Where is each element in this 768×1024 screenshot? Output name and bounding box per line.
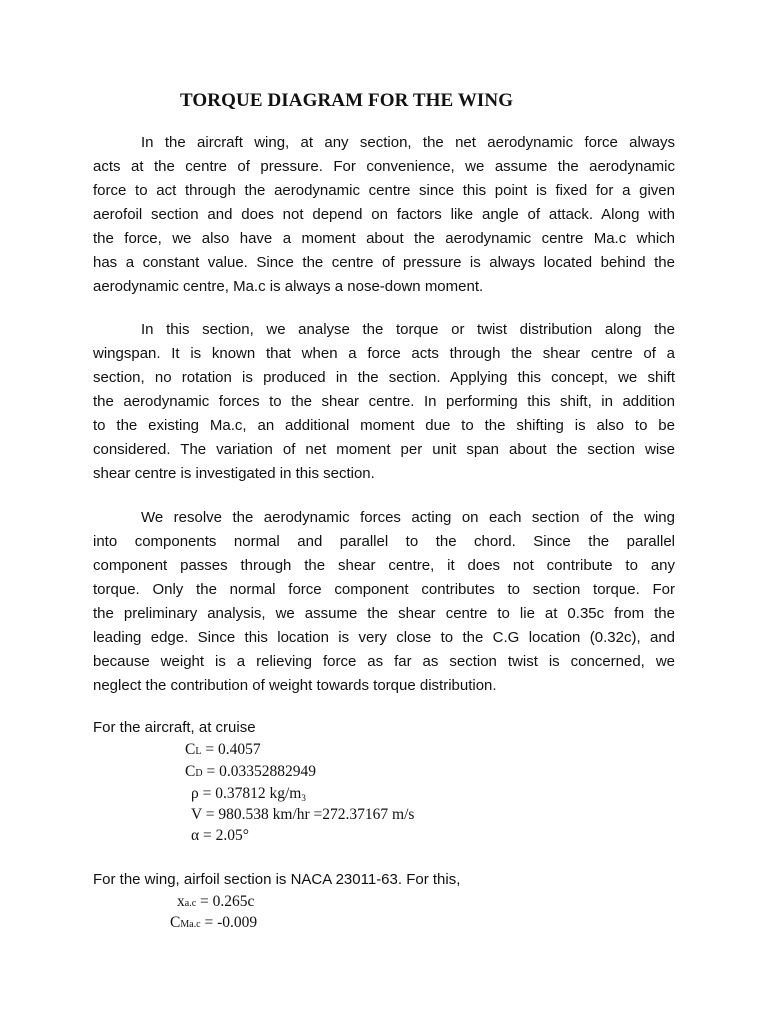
paragraph-1-line-2: acts at the centre of pressure. For convenience, we assume the aerodynamic <box>93 158 675 175</box>
moment-coefficient-subscript: Ma.c <box>180 919 201 930</box>
paragraph-3-line-6: leading edge. Since this location is very close to the C.G location (0.32c), and <box>93 629 675 646</box>
lift-coefficient <box>185 741 261 759</box>
paragraph-2-line-1: In this section, we analyse the torque or twist distribution along the <box>141 321 675 338</box>
moment-coefficient <box>170 914 257 932</box>
aerodynamic-centre-location <box>177 893 254 911</box>
paragraph-2-line-6: considered. The variation of net moment per unit span about the section wise <box>93 441 675 458</box>
lift-coefficient-subscript: L <box>195 746 202 757</box>
airfoil-heading: For the wing, airfoil section is NACA 23011-63. For this, <box>93 871 461 888</box>
moment-coefficient-value: = -0.009 <box>200 914 258 931</box>
paragraph-1-line-7: aerodynamic centre, Ma.c is always a nose-down moment. <box>93 278 484 295</box>
air-density-exponent: 3 <box>301 793 306 803</box>
drag-coefficient-subscript: D <box>195 768 203 779</box>
angle-of-attack: α = 2.05° <box>191 827 249 844</box>
paragraph-1-line-6: has a constant value. Since the centre of pressure is always located behind the <box>93 254 675 271</box>
paragraph-2-line-7: shear centre is investigated in this section. <box>93 465 375 482</box>
paragraph-1-line-4: aerofoil section and does not depend on factors like angle of attack. Along with <box>93 206 675 223</box>
paragraph-2-line-4: the aerodynamic forces to the shear centre. In performing this shift, in addition <box>93 393 675 410</box>
cruise-heading: For the aircraft, at cruise <box>93 719 256 736</box>
paragraph-1-line-3: force to act through the aerodynamic centre since this point is fixed for a given <box>93 182 675 199</box>
aerodynamic-centre-value: = 0.265c <box>196 893 255 910</box>
paragraph-2-line-3: section, no rotation is produced in the section. Applying this concept, we shift <box>93 369 675 386</box>
aerodynamic-centre-symbol: x <box>177 893 185 910</box>
drag-coefficient-value: = 0.03352882949 <box>202 763 316 780</box>
air-density <box>191 785 306 803</box>
paragraph-1 <box>93 131 675 299</box>
paragraph-1-line-5: the force, we also have a moment about the aerodynamic centre Ma.c which <box>93 230 675 247</box>
moment-coefficient-symbol: C <box>170 914 181 931</box>
paragraph-2-line-2: wingspan. It is known that when a force acts through the shear centre of a <box>93 345 675 362</box>
drag-coefficient <box>185 763 316 781</box>
paragraph-3-line-3: component passes through the shear centre, it does not contribute to any <box>93 557 675 574</box>
paragraph-2 <box>93 318 675 486</box>
paragraph-3-line-2: into components normal and parallel to the chord. Since the parallel <box>93 533 675 550</box>
drag-coefficient-symbol: C <box>185 763 196 780</box>
lift-coefficient-symbol: C <box>185 741 196 758</box>
lift-coefficient-value: = 0.4057 <box>201 741 261 758</box>
cruise-velocity: V = 980.538 km/hr =272.37167 m/s <box>191 806 415 823</box>
paragraph-2-line-5: to the existing Ma.c, an additional moment due to the shifting is also to be <box>93 417 675 434</box>
paragraph-3-line-8: neglect the contribution of weight towards torque distribution. <box>93 677 497 694</box>
paragraph-3 <box>93 506 675 698</box>
aerodynamic-centre-subscript: a.c <box>184 898 197 909</box>
paragraph-3-line-1: We resolve the aerodynamic forces acting on each section of the wing <box>141 509 675 526</box>
paragraph-1-line-1: In the aircraft wing, at any section, the net aerodynamic force always <box>141 134 675 151</box>
air-density-text: ρ = 0.37812 kg/m <box>191 785 302 802</box>
paragraph-3-line-4: torque. Only the normal force component contributes to section torque. For <box>93 581 675 598</box>
page-title: TORQUE DIAGRAM FOR THE WING <box>180 90 514 111</box>
paragraph-3-line-7: because weight is a relieving force as far as section twist is concerned, we <box>93 653 675 670</box>
paragraph-3-line-5: the preliminary analysis, we assume the shear centre to lie at 0.35c from the <box>93 605 675 622</box>
